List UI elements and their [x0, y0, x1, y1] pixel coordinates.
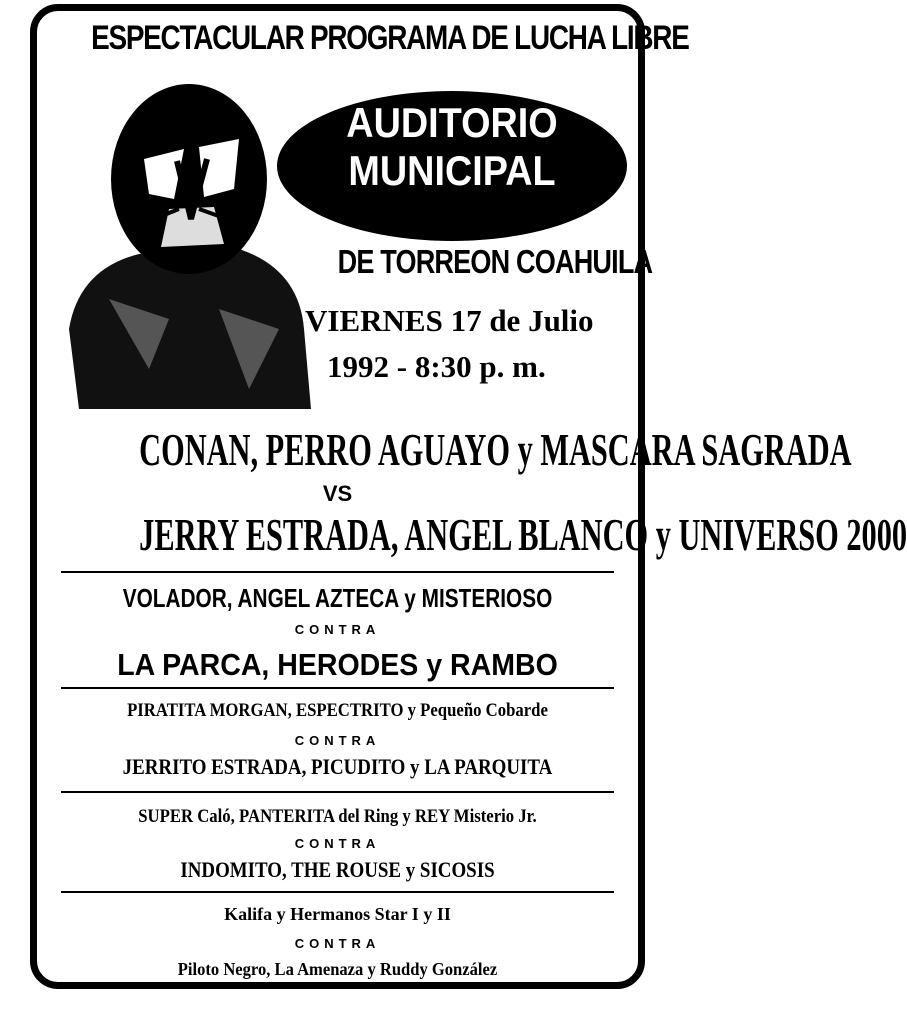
- event-date: VIERNES 17 de Julio: [305, 303, 594, 338]
- venue-city: DE TORREON COAHUILA: [337, 243, 653, 280]
- bout-2-contra: CONTRA: [294, 733, 381, 748]
- venue-name: [295, 99, 610, 195]
- bout-1-team-2: LA PARCA, HERODES y RAMBO: [117, 647, 558, 682]
- divider: [61, 791, 614, 793]
- bout-1-team-1: VOLADOR, ANGEL AZTECA y MISTERIOSO: [122, 583, 553, 613]
- bout-1-contra: CONTRA: [294, 622, 381, 637]
- bout-4-team-2: Piloto Negro, La Amenaza y Ruddy González: [177, 959, 498, 979]
- poster-frame: [30, 4, 907, 989]
- main-event-team-2: JERRY ESTRADA, ANGEL BLANCO y UNIVERSO 2000: [139, 509, 907, 560]
- main-event-vs: VS: [322, 481, 353, 506]
- bout-3-team-1: SUPER Caló, PANTERITA del Ring y REY Misterio Jr.: [138, 806, 537, 827]
- poster-headline: ESPECTACULAR PROGRAMA DE LUCHA LIBRE: [91, 19, 689, 57]
- divider: [61, 687, 614, 689]
- main-event-team-1: CONAN, PERRO AGUAYO y MASCARA SAGRADA: [139, 424, 852, 475]
- bout-4-contra: CONTRA: [294, 936, 381, 951]
- masked-wrestler-photo: [49, 69, 311, 409]
- venue-line-2: MUNICIPAL: [348, 147, 556, 194]
- bout-2-team-2: JERRITO ESTRADA, PICUDITO y LA PARQUITA: [122, 754, 553, 779]
- bout-4-team-1: Kalifa y Hermanos Star I y II: [224, 904, 451, 924]
- divider: [61, 571, 614, 573]
- bout-3-team-2: INDOMITO, THE ROUSE y SICOSIS: [180, 857, 495, 882]
- event-time: 1992 - 8:30 p. m.: [327, 349, 546, 384]
- venue-line-1: AUDITORIO: [346, 99, 558, 146]
- divider: [61, 891, 614, 893]
- bout-3-contra: CONTRA: [294, 836, 381, 851]
- bout-2-team-1: PIRATITA MORGAN, ESPECTRITO y Pequeño Cobarde: [127, 700, 548, 721]
